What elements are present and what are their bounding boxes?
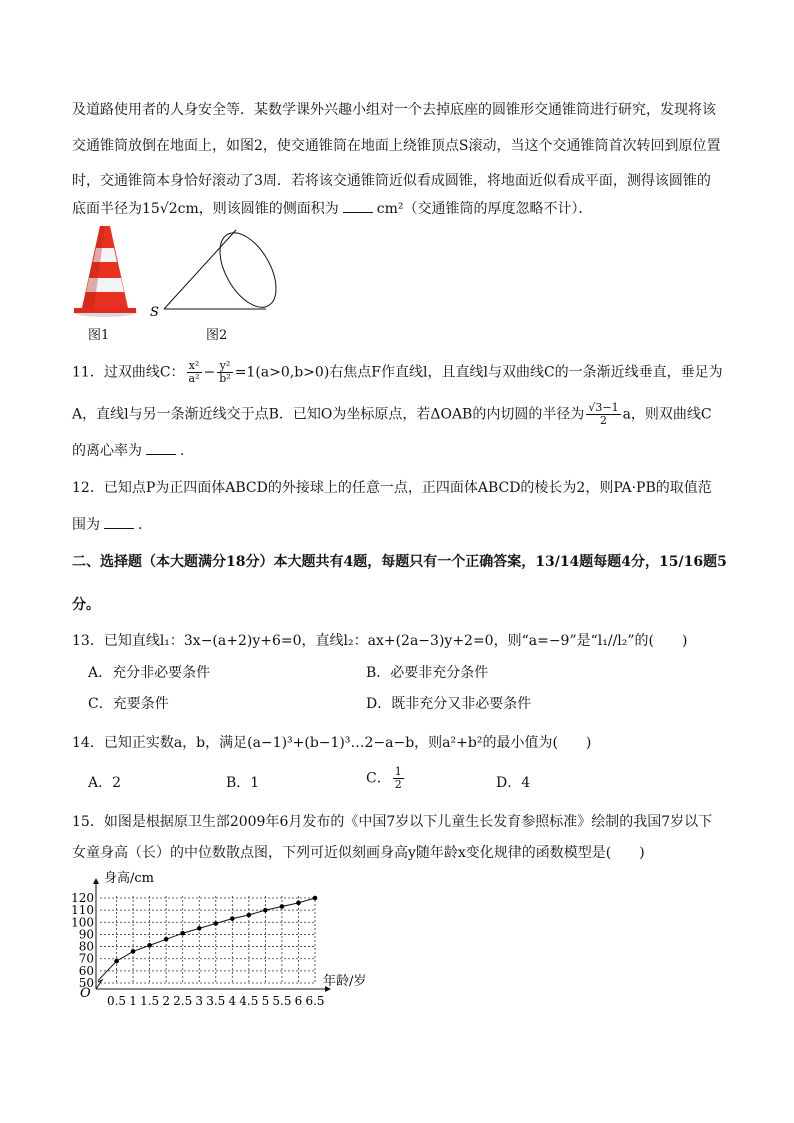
data-point	[230, 916, 235, 921]
y-tick-label: 100	[71, 915, 94, 930]
answer-blank[interactable]	[146, 440, 176, 455]
q15-line-2: 女童身高（长）的中位数散点图，下列可近似刻画身高y随年龄x变化规律的函数模型是( )	[72, 845, 645, 861]
frac-den: a²	[188, 372, 200, 385]
fig1-caption: 图1	[88, 328, 110, 343]
y-tick-label: 90	[78, 927, 94, 942]
x-tick-label: 5	[261, 994, 270, 1008]
q14-option-d[interactable]: D．4	[496, 775, 531, 791]
q10-line-4-text-b: cm²（交通锥筒的厚度忽略不计）．	[376, 201, 593, 217]
frac-den: 2	[394, 778, 402, 791]
q11-line-1	[72, 360, 724, 385]
chart-axes	[93, 878, 331, 992]
q13-option-b[interactable]: B．必要非充分条件	[366, 665, 489, 681]
frac-num: √3−1	[588, 401, 619, 414]
q12-line-2: 围为 .	[72, 514, 724, 535]
y-axis-label: 身高/cm	[104, 871, 154, 886]
x-tick-label: 3.5	[206, 994, 226, 1008]
data-point	[114, 959, 119, 964]
q14-option-a[interactable]: A．2	[88, 775, 122, 791]
q13-option-a[interactable]: A．充分非必要条件	[88, 665, 211, 681]
section-2-heading-2: 分。	[72, 597, 100, 613]
fraction-one-half	[393, 766, 404, 791]
data-point	[296, 901, 301, 906]
q10-line-3: 时，交通锥筒本身恰好滚动了3周．若将该交通锥筒近似看成圆锥，将地面近似看成平面，测得该圆锥的	[72, 173, 711, 189]
q10-line-4-text-a: 底面半径为15√2cm，则该圆锥的侧面积为	[72, 201, 339, 217]
vertex-s-label: S	[150, 305, 159, 320]
x-tick-label: 2	[162, 994, 170, 1008]
q11-line-3: 的离心率为 .	[72, 440, 724, 461]
x-tick-label: 6	[294, 994, 303, 1008]
x-axis-label: 年龄/岁	[323, 974, 367, 989]
y-tick-label: 70	[78, 951, 94, 966]
data-point	[131, 949, 136, 954]
q11-text-a: 11．过双曲线C：	[72, 364, 185, 381]
data-point	[263, 908, 268, 913]
y-tick-label: 50	[78, 976, 94, 990]
trend-curve	[98, 898, 315, 981]
chart-ticks	[71, 891, 324, 1008]
x-tick-label: 1	[129, 994, 137, 1008]
frac-den: 2	[599, 414, 607, 427]
x-tick-label: 2.5	[173, 994, 193, 1008]
fraction-sqrt3-minus-1	[586, 402, 620, 427]
y-tick-label: 60	[78, 963, 94, 978]
cone-base-ellipse	[208, 224, 278, 317]
data-point	[197, 926, 202, 931]
x-tick-label: 0.5	[106, 994, 127, 1008]
origin-label: O	[80, 986, 91, 1001]
q11-text-b: =1(a>0,b>0)右焦点F作直线l，且直线l与双曲线C的一条渐近线垂直，垂足为	[234, 364, 723, 381]
cone-base	[74, 308, 136, 313]
y-tick-label: 80	[78, 939, 94, 954]
q14-stem: 14．已知正实数a，b，满足(a−1)³+(b−1)³…2−a−b，则a²+b²的最小值为( )	[72, 735, 592, 751]
x-tick-label: 3	[195, 994, 204, 1008]
x-tick-label: 5.5	[272, 994, 292, 1008]
chart-grid	[100, 896, 315, 983]
frac-num: 1	[394, 765, 402, 778]
q13-option-d[interactable]: D．既非充分又非必要条件	[366, 696, 532, 712]
q10-line-4	[72, 198, 724, 219]
axis-break-mark	[96, 980, 102, 989]
chart-marks	[98, 896, 317, 981]
minus-sign: −	[203, 364, 216, 381]
q10-line-1: 及道路使用者的人身安全等．某数学课外兴趣小组对一个去掉底座的圆锥形交通锥筒进行研究，发现将该	[72, 102, 716, 118]
rolling-cone-figure	[148, 224, 278, 324]
fig2-caption: 图2	[206, 328, 228, 343]
data-point	[313, 896, 318, 901]
q13-option-c[interactable]: C．充要条件	[88, 696, 169, 712]
q13-stem: 13．已知直线l₁：3x−(a+2)y+6=0，直线l₂：ax+(2a−3)y+2=0，则“a=−9”是“l₁//l₂”的( )	[72, 633, 688, 649]
data-point	[147, 943, 152, 948]
q14-option-b[interactable]: B．1	[226, 775, 260, 791]
x-tick-label: 4	[228, 994, 237, 1008]
y-axis-arrow	[93, 878, 99, 884]
section-2-heading-1: 二、选择题（本大题满分18分）本大题共有4题，每题只有一个正确答案，13/14题每题4分，15/16题5	[72, 554, 727, 570]
cone-slant-upper	[164, 230, 236, 309]
q10-line-2: 交通锥筒放倒在地面上，如图2，使交通锥筒在地面上绕锥顶点S滚动，当这个交通锥筒首次转回到原位置	[72, 138, 721, 154]
x-tick-label: 4.5	[239, 994, 259, 1008]
y-tick-label: 120	[71, 891, 94, 905]
frac-num: x²	[187, 360, 202, 373]
answer-blank[interactable]	[343, 198, 373, 213]
q11-line-2	[72, 402, 724, 427]
q12-line-1: 12．已知点P为正四面体ABCD的外接球上的任意一点，正四面体ABCD的棱长为2，则PA·PB的取值范	[72, 480, 712, 496]
q14-option-c[interactable]	[366, 766, 406, 791]
x-tick-label: 1.5	[140, 994, 160, 1008]
answer-blank[interactable]	[104, 514, 134, 529]
x-tick-label: 6.5	[305, 994, 325, 1008]
q11-text-d: a，则双曲线C	[622, 406, 712, 423]
traffic-cone-figure	[72, 224, 138, 318]
fraction-x2-a2	[187, 360, 202, 385]
height-age-scatter-chart	[70, 868, 380, 1016]
q12-text: 围为	[72, 517, 100, 533]
data-point	[164, 937, 169, 942]
data-point	[180, 931, 185, 936]
q15-line-1: 15．如图是根据原卫生部2009年6月发布的《中国7岁以下儿童生长发育参照标准》绘制的我国7岁以下	[72, 814, 713, 830]
q11-text-e: 的离心率为	[72, 443, 142, 459]
data-point	[247, 913, 252, 918]
data-point	[280, 904, 285, 909]
frac-den: b²	[219, 372, 231, 385]
y-tick-label: 110	[71, 903, 94, 918]
q11-text-c: A，直线l与另一条渐近线交于点B．已知O为坐标原点，若ΔOAB的内切圆的半径为	[72, 406, 585, 423]
frac-num: y²	[217, 360, 232, 373]
data-point	[213, 921, 218, 926]
q14-option-c-label: C．	[366, 770, 391, 787]
fraction-y2-b2	[217, 360, 232, 385]
